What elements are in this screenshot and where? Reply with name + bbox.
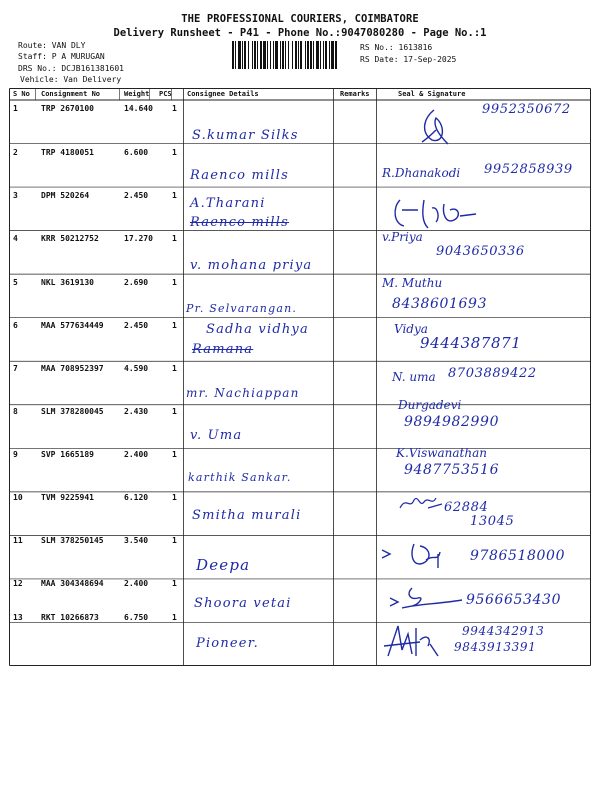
barcode-bar <box>323 41 324 69</box>
barcode-bar <box>273 41 274 69</box>
row-pcs: 1 <box>172 493 177 502</box>
row-consignment: SVP 1665189 <box>41 450 94 459</box>
col-header-consignee: Consignee Details <box>187 90 259 98</box>
row-consignee: Raenco mills <box>190 168 290 183</box>
col-header-pcs: PCS <box>159 90 172 98</box>
route-info: Route: VAN DLY <box>18 41 86 50</box>
row-signature: 9487753516 <box>404 462 500 478</box>
row-consignee: Pioneer. <box>196 636 260 651</box>
row-weight: 6.600 <box>124 148 149 157</box>
barcode-bar <box>295 41 297 69</box>
row-weight: 2.450 <box>124 191 149 200</box>
row-pcs: 1 <box>172 579 177 588</box>
barcode-bar <box>263 41 266 69</box>
row-signature-name: K.Viswanathan <box>396 446 487 460</box>
row-pcs: 1 <box>172 104 177 113</box>
barcode-bar <box>329 41 330 69</box>
barcode-bar <box>285 41 286 69</box>
row-weight: 6.750 <box>124 613 149 622</box>
row-consignee: S.kumar Silks <box>192 128 299 143</box>
row-consignment: MAA 708952397 <box>41 364 104 373</box>
row-consignment: SLM 378250145 <box>41 536 104 545</box>
row-pcs: 1 <box>172 364 177 373</box>
company-title: THE PROFESSIONAL COURIERS, COIMBATORE <box>181 13 419 25</box>
row-weight: 3.540 <box>124 536 149 545</box>
signature-scribble <box>398 490 444 514</box>
row-weight: 2.400 <box>124 450 149 459</box>
vehicle-info: Vehicle: Van Delivery <box>20 75 122 84</box>
barcode-bar <box>260 41 262 69</box>
col-header-consignment: Consignment No <box>41 90 101 98</box>
barcode-bar <box>275 41 278 69</box>
row-signature-extra: 62884 <box>444 500 489 515</box>
row-consignment: RKT 10266873 <box>41 613 99 622</box>
row-consignee-struck: Ramana <box>192 342 254 357</box>
row-signature-name: Vidya <box>394 322 428 336</box>
row-pcs: 1 <box>172 278 177 287</box>
row-consignment: NKL 3619130 <box>41 278 94 287</box>
signature-scribble <box>388 194 478 234</box>
signature-scribble <box>380 620 456 662</box>
row-consignment: TRP 2670100 <box>41 104 94 113</box>
rs-date-info: RS Date: 17-Sep-2025 <box>360 55 457 64</box>
runsheet-subtitle: Delivery Runsheet - P41 - Phone No.:9047080280 - Page No.:1 <box>113 27 487 39</box>
row-consignment: SLM 378280045 <box>41 407 104 416</box>
barcode-bar <box>305 41 306 69</box>
barcode-bar <box>254 41 256 69</box>
row-signature: 9786518000 <box>470 548 566 564</box>
barcode-bar <box>235 41 236 69</box>
barcode-bar <box>242 41 243 69</box>
barcode-bar <box>335 41 337 69</box>
row-pcs: 1 <box>172 148 177 157</box>
row-sno: 4 <box>13 234 18 243</box>
row-pcs: 1 <box>172 536 177 545</box>
row-consignee: Deepa <box>196 556 251 574</box>
row-sno: 3 <box>13 191 18 200</box>
row-consignee: Sadha vidhya <box>206 322 309 337</box>
drs-info: DRS No.: DCJB161381601 <box>18 64 124 73</box>
row-signature: 9566653430 <box>466 592 562 608</box>
barcode-bar <box>282 41 284 69</box>
col-header-remarks: Remarks <box>340 90 370 98</box>
row-consignee: karthik Sankar. <box>188 471 292 484</box>
row-pcs: 1 <box>172 321 177 330</box>
barcode-bar <box>307 41 309 69</box>
col-header-sno: S No <box>13 90 30 98</box>
row-signature: 13045 <box>470 514 515 529</box>
barcode-bar <box>320 41 321 69</box>
barcode-bar <box>232 41 234 69</box>
row-sno: 10 <box>13 493 23 502</box>
row-signature: 9043650336 <box>436 244 525 259</box>
row-signature: 9952858939 <box>484 162 573 177</box>
row-weight: 14.640 <box>124 104 153 113</box>
barcode-bar <box>300 41 302 69</box>
rs-no-info: RS No.: 1613816 <box>360 43 433 52</box>
barcode-bar <box>267 41 268 69</box>
row-signature: 9894982990 <box>404 414 500 430</box>
col-header-weight: Weight <box>124 90 150 98</box>
row-consignment: MAA 304348694 <box>41 579 104 588</box>
row-sno: 8 <box>13 407 18 416</box>
row-weight: 2.400 <box>124 579 149 588</box>
row-consignment: KRR 50212752 <box>41 234 99 243</box>
row-consignment: DPM 520264 <box>41 191 90 200</box>
row-signature: 8438601693 <box>392 296 488 312</box>
signature-scribble <box>414 104 458 148</box>
signature-scribble <box>380 540 470 570</box>
signature-scribble <box>388 584 464 612</box>
row-pcs: 1 <box>172 191 177 200</box>
row-pcs: 1 <box>172 234 177 243</box>
row-sno: 13 <box>13 613 23 622</box>
row-sno: 9 <box>13 450 18 459</box>
row-signature: 9952350672 <box>482 102 571 117</box>
barcode-bar <box>280 41 281 69</box>
row-consignment: MAA 577634449 <box>41 321 104 330</box>
row-signature-name: v.Priya <box>382 230 423 244</box>
row-pcs: 1 <box>172 613 177 622</box>
row-weight: 2.430 <box>124 407 149 416</box>
col-header-seal: Seal & Signature <box>398 90 466 98</box>
row-sno: 12 <box>13 579 23 588</box>
staff-info: Staff: P A MURUGAN <box>18 52 105 61</box>
barcode-bar <box>244 41 246 69</box>
row-signature-name: M. Muthu <box>382 276 443 290</box>
barcode-bar <box>248 41 249 69</box>
barcode-bar <box>270 41 271 69</box>
row-pcs: 1 <box>172 407 177 416</box>
row-consignee: v. mohana priya <box>190 258 313 273</box>
barcode-bar <box>257 41 258 69</box>
barcode-bar <box>252 41 253 69</box>
row-signature: 9944342913 <box>462 624 545 638</box>
row-weight: 2.690 <box>124 278 149 287</box>
barcode-bar <box>316 41 319 69</box>
row-consignee: Smitha murali <box>192 508 302 523</box>
row-sno: 11 <box>13 536 23 545</box>
row-consignee: Shoora vetai <box>194 596 292 611</box>
barcode-bar <box>331 41 334 69</box>
row-sno: 6 <box>13 321 18 330</box>
row-consignee: A.Tharani <box>190 196 266 211</box>
row-sno: 2 <box>13 148 18 157</box>
row-signature-extra: 9843913391 <box>454 640 537 654</box>
row-sno: 1 <box>13 104 18 113</box>
barcode-bar <box>292 41 293 69</box>
row-sno: 7 <box>13 364 18 373</box>
row-consignee: mr. Nachiappan <box>186 386 300 400</box>
barcode <box>232 41 356 69</box>
row-weight: 2.450 <box>124 321 149 330</box>
row-weight: 4.590 <box>124 364 149 373</box>
row-signature-name: N. uma <box>392 370 436 384</box>
row-pcs: 1 <box>172 450 177 459</box>
barcode-bar <box>310 41 312 69</box>
row-signature: 9444387871 <box>420 334 522 352</box>
barcode-bar <box>238 41 241 69</box>
row-weight: 17.270 <box>124 234 153 243</box>
row-sno: 5 <box>13 278 18 287</box>
row-consignee-struck: Raenco mills <box>190 215 290 230</box>
row-consignment: TVM 9225941 <box>41 493 94 502</box>
row-consignment: TRP 4180051 <box>41 148 94 157</box>
barcode-bar <box>325 41 327 69</box>
row-weight: 6.120 <box>124 493 149 502</box>
row-consignee: Pr. Selvarangan. <box>186 302 298 315</box>
row-consignee: v. Uma <box>190 428 243 443</box>
row-signature: 8703889422 <box>448 366 537 381</box>
row-signature-name: Durgadevi <box>398 398 462 412</box>
row-signature-name: R.Dhanakodi <box>382 166 461 180</box>
barcode-bar <box>313 41 314 69</box>
barcode-bar <box>298 41 299 69</box>
barcode-bar <box>288 41 289 69</box>
